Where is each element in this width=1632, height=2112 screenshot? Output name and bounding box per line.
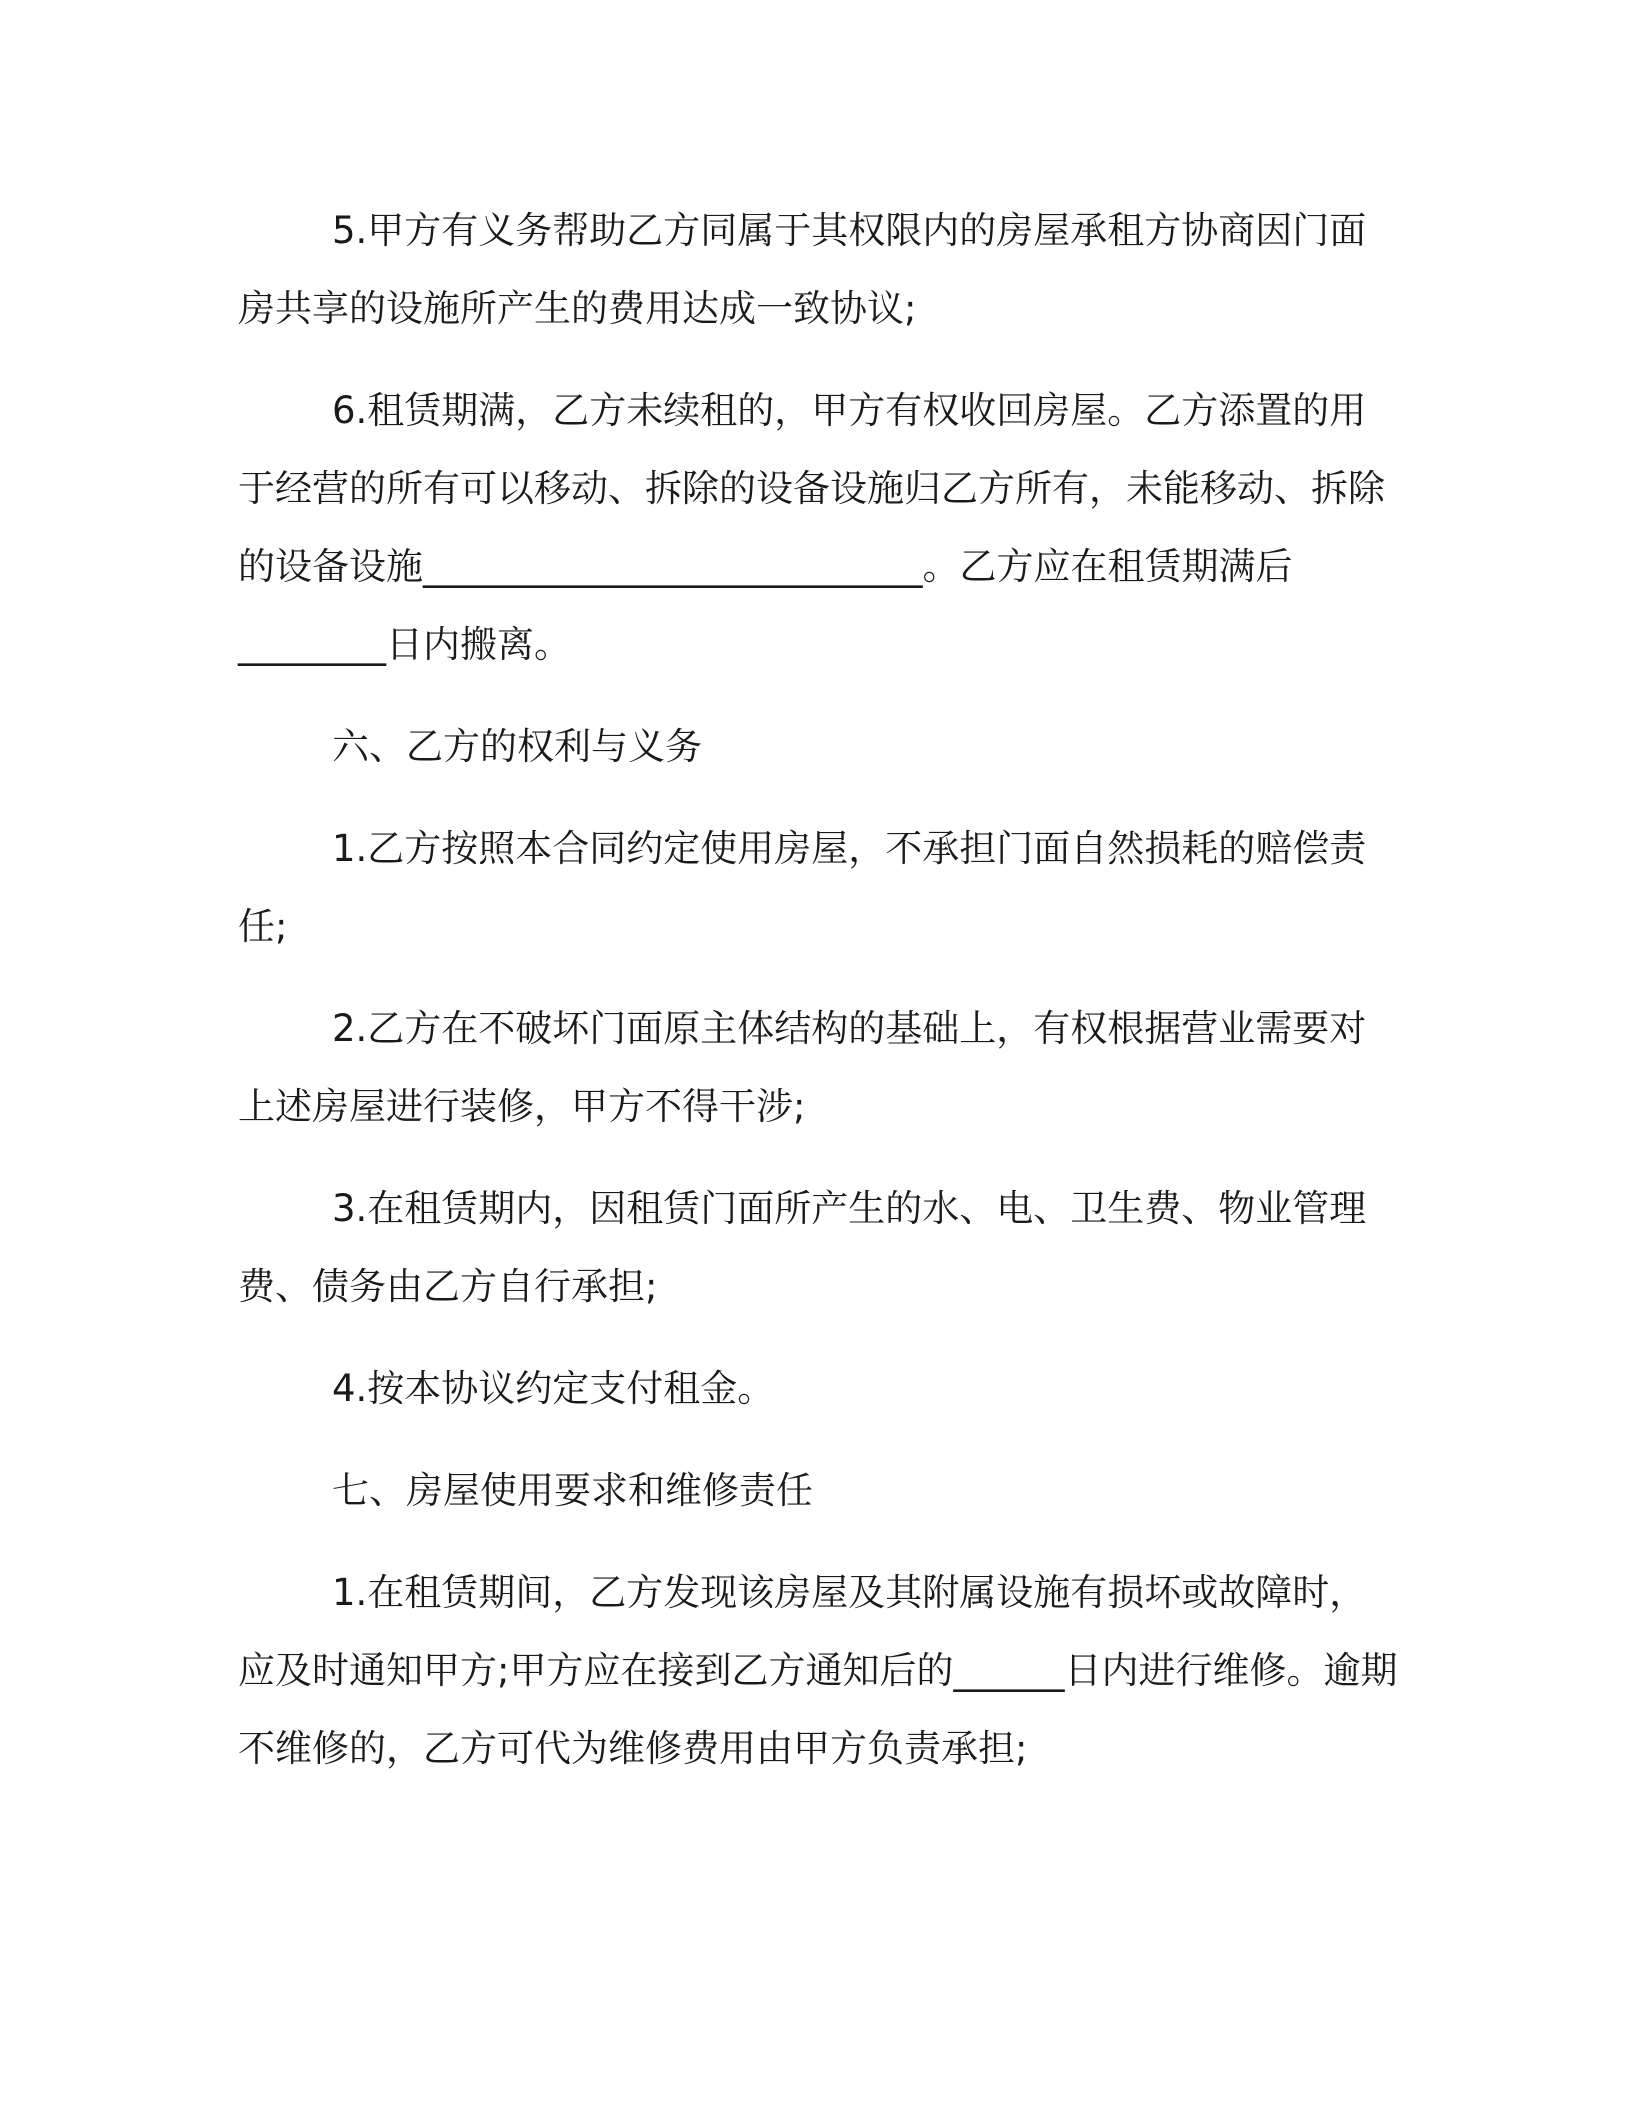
clause-3-utilities-expenses: 3.在租赁期内，因租赁门面所产生的水、电、卫生费、物业管理费、债务由乙方自行承担; bbox=[238, 1187, 1367, 1308]
section-heading-usage-maintenance: 七、房屋使用要求和维修责任 bbox=[332, 1469, 813, 1512]
clause-2-renovation-right: 2.乙方在不破坏门面原主体结构的基础上，有权根据营业需要对上述房屋进行装修，甲方不得干涉; bbox=[238, 1007, 1367, 1128]
section-heading-party-b-rights: 六、乙方的权利与义务 bbox=[332, 725, 702, 768]
clause-1-usage-no-wear-liability: 1.乙方按照本合同约定使用房屋，不承担门面自然损耗的赔偿责任; bbox=[238, 827, 1367, 948]
clause-6-lease-expiry: 6.租赁期满，乙方未续租的，甲方有权收回房屋。乙方添置的用于经营的所有可以移动、拆除的设备设施归乙方所有，未能移动、拆除的设备设施___________________________。乙方应在租赁期满后________日内搬离。 bbox=[238, 389, 1385, 666]
clause-1-repair-notification: 1.在租赁期间，乙方发现该房屋及其附属设施有损坏或故障时，应及时通知甲方;甲方应在接到乙方通知后的______日内进行维修。逾期不维修的，乙方可代为维修费用由甲方负责承担; bbox=[238, 1571, 1398, 1770]
document-body bbox=[238, 192, 1398, 1812]
clause-5-party-a-shared-facilities: 5.甲方有义务帮助乙方同属于其权限内的房屋承租方协商因门面房共享的设施所产生的费用达成一致协议; bbox=[238, 209, 1367, 330]
clause-4-pay-rent: 4.按本协议约定支付租金。 bbox=[332, 1367, 775, 1410]
